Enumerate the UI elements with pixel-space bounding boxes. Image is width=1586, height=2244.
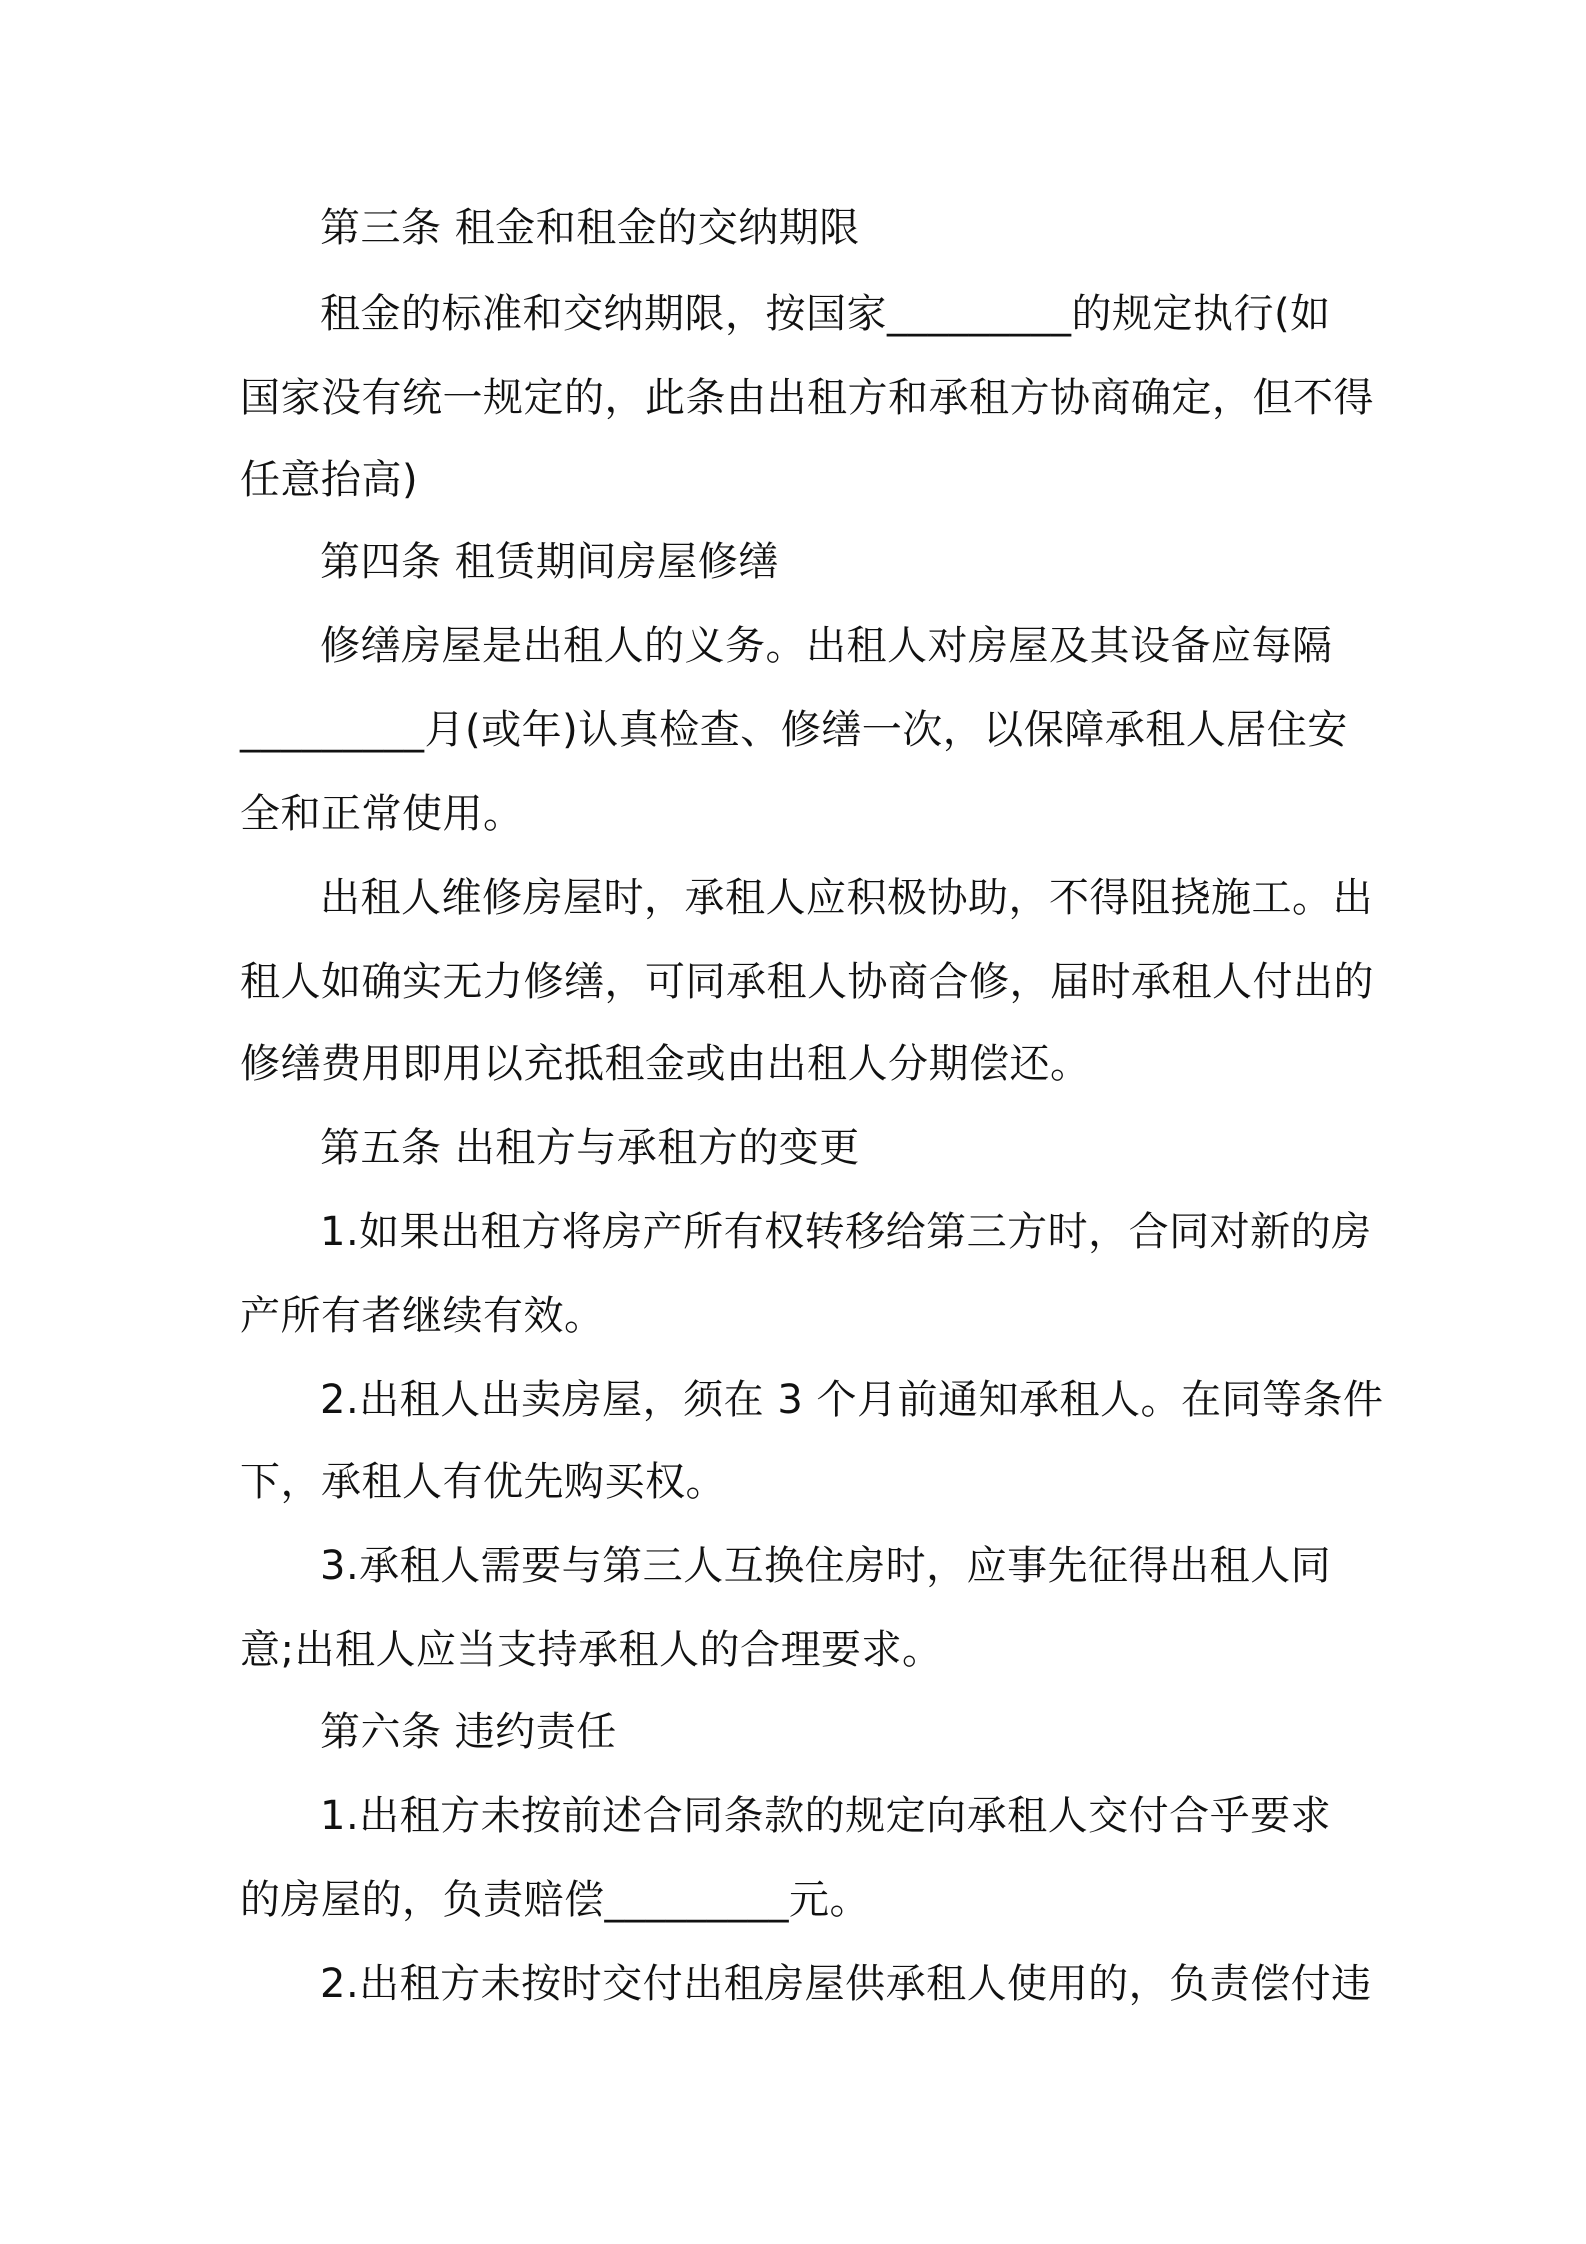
paragraph-line: 意;出租人应当支持承租人的合理要求。 <box>240 1627 943 1673</box>
paragraph-line: 任意抬高) <box>240 457 419 503</box>
paragraph-line: 2.出租人出卖房屋，须在 3 个月前通知承租人。在同等条件 <box>320 1377 1384 1423</box>
paragraph-line: 的房屋的，负责赔偿_________元。 <box>240 1877 870 1923</box>
paragraph-line: 3.承租人需要与第三人互换住房时，应事先征得出租人同 <box>320 1543 1332 1589</box>
paragraph-line: 1.出租方未按前述合同条款的规定向承租人交付合乎要求 <box>320 1793 1332 1839</box>
paragraph-line: 修缮房屋是出租人的义务。出租人对房屋及其设备应每隔 <box>320 623 1333 669</box>
paragraph-line: 修缮费用即用以充抵租金或由出租人分期偿还。 <box>240 1041 1091 1087</box>
paragraph-line: 全和正常使用。 <box>240 791 524 837</box>
paragraph-line: _________月(或年)认真检查、修缮一次，以保障承租人居住安 <box>240 707 1348 753</box>
paragraph-line: 2.出租方未按时交付出租房屋供承租人使用的，负责偿付违 <box>320 1961 1372 2007</box>
article-6-heading: 第六条 违约责任 <box>320 1709 617 1755</box>
article-4-heading: 第四条 租赁期间房屋修缮 <box>320 539 779 585</box>
paragraph-line: 国家没有统一规定的，此条由出租方和承租方协商确定，但不得 <box>240 375 1374 421</box>
paragraph-line: 1.如果出租方将房产所有权转移给第三方时，合同对新的房 <box>320 1209 1372 1255</box>
paragraph-line: 出租人维修房屋时，承租人应积极协助，不得阻挠施工。出 <box>320 875 1373 921</box>
paragraph-line: 租金的标准和交纳期限，按国家_________的规定执行(如 <box>320 291 1331 337</box>
article-3-heading: 第三条 租金和租金的交纳期限 <box>320 205 860 251</box>
paragraph-line: 下，承租人有优先购买权。 <box>240 1459 726 1505</box>
article-5-heading: 第五条 出租方与承租方的变更 <box>320 1125 860 1171</box>
paragraph-line: 租人如确实无力修缮，可同承租人协商合修，届时承租人付出的 <box>240 959 1374 1005</box>
paragraph-line: 产所有者继续有效。 <box>240 1293 605 1339</box>
